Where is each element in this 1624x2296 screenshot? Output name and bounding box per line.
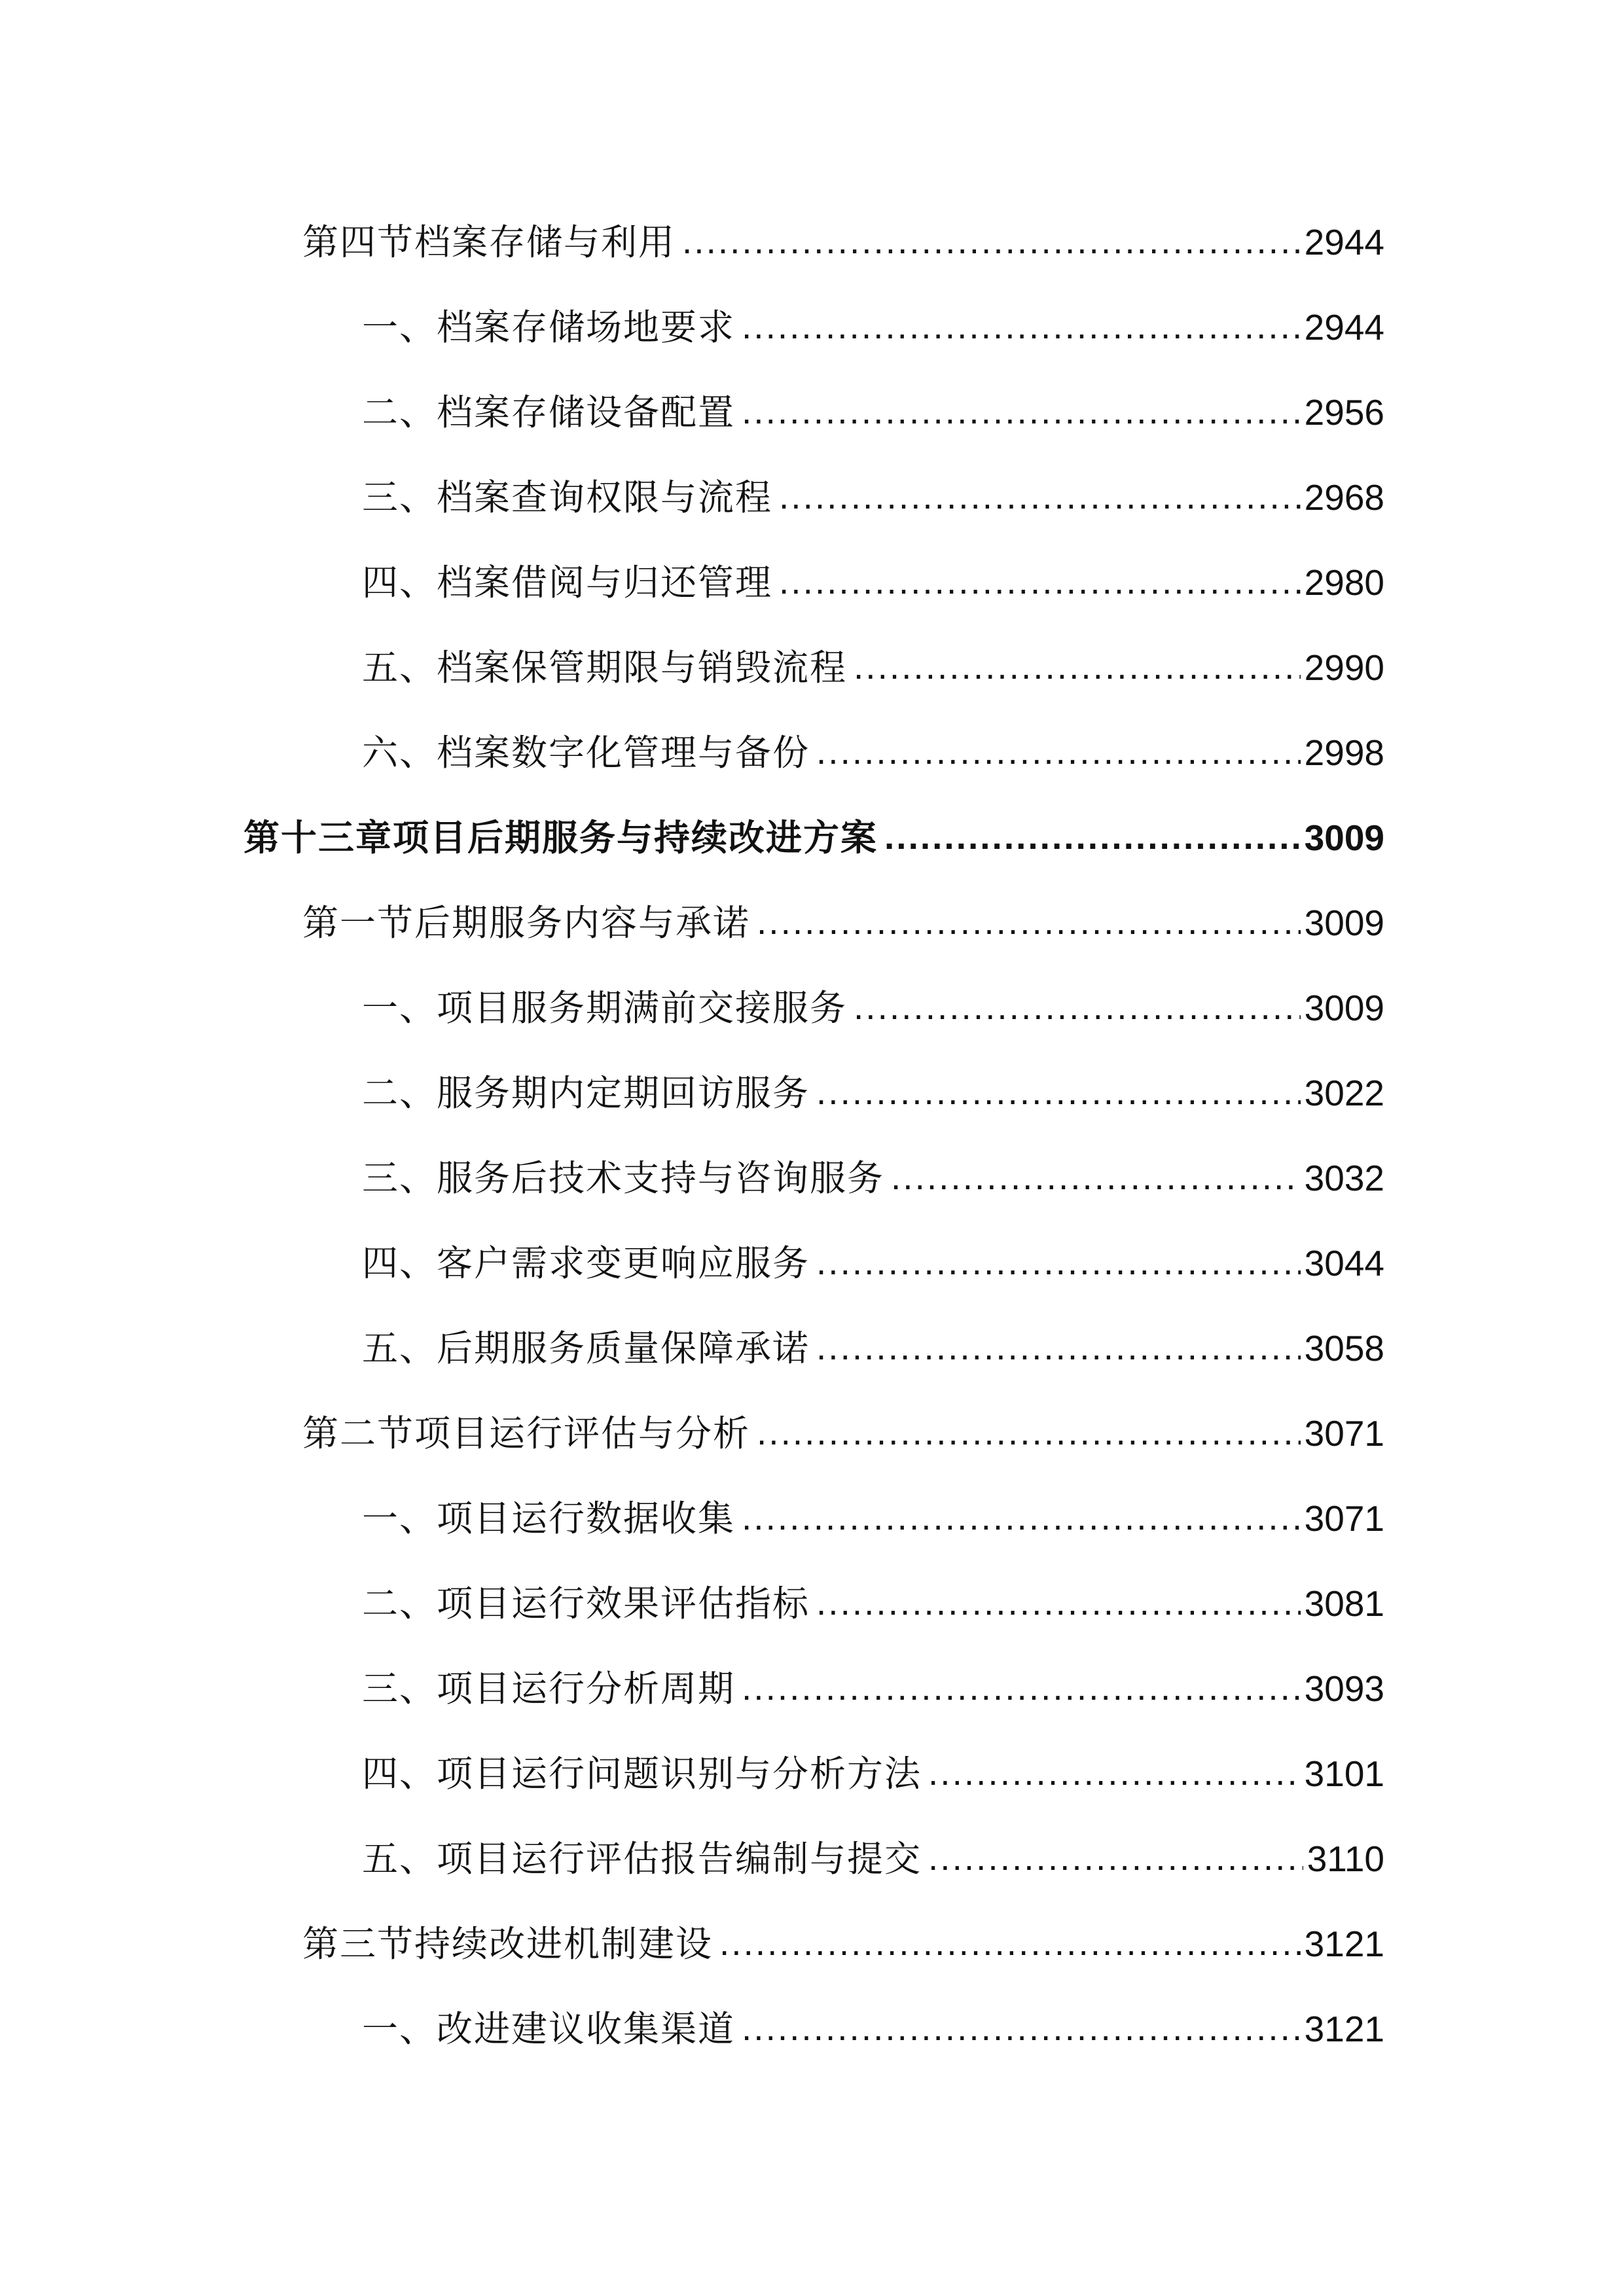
- toc-dot-leader: [928, 1746, 1301, 1799]
- toc-dot-leader: [854, 980, 1301, 1033]
- toc-entry-page: 3071: [1304, 1498, 1384, 1539]
- toc-entry-page: 2968: [1304, 477, 1384, 518]
- toc-entry-page: 3121: [1304, 1924, 1384, 1964]
- toc-entry-page: 3081: [1304, 1583, 1384, 1624]
- toc-dot-leader: [779, 470, 1301, 522]
- toc-entry-title: 第二节项目运行评估与分析: [302, 1412, 751, 1454]
- toc-entry-page: 2944: [1304, 307, 1384, 348]
- toc-entry-title: 三、档案查询权限与流程: [362, 476, 773, 518]
- toc-dot-leader: [742, 385, 1301, 437]
- toc-entry-item[interactable]: [362, 1067, 1384, 1119]
- toc-entry-title: 三、服务后技术支持与咨询服务: [362, 1157, 885, 1199]
- toc-entry-page: 3093: [1304, 1668, 1384, 1709]
- toc-dot-leader: [742, 300, 1301, 352]
- toc-entry-item[interactable]: [362, 386, 1384, 439]
- toc-entry-page: 3101: [1304, 1753, 1384, 1794]
- toc-entry-item[interactable]: [362, 1748, 1384, 1800]
- toc-entry-item[interactable]: [362, 1577, 1384, 1630]
- toc-entry-item[interactable]: [362, 1152, 1384, 1204]
- toc-dot-leader: [816, 1321, 1301, 1373]
- toc-dot-leader: [816, 1236, 1301, 1288]
- toc-entry-title: 一、改进建议收集渠道: [362, 2008, 736, 2050]
- toc-entry-title: 第十三章项目后期服务与持续改进方案: [244, 817, 878, 859]
- toc-entry-title: 二、服务期内定期回访服务: [362, 1072, 810, 1114]
- toc-entry-page: 3044: [1304, 1243, 1384, 1283]
- toc-dot-leader: [816, 725, 1301, 778]
- toc-entry-title: 第一节后期服务内容与承诺: [302, 902, 751, 944]
- toc-entry-title: 三、项目运行分析周期: [362, 1668, 736, 1710]
- toc-entry-page: 3110: [1307, 1839, 1384, 1879]
- toc-entry-page: 3058: [1304, 1328, 1384, 1369]
- toc-entry-item[interactable]: [362, 1322, 1384, 1374]
- toc-entry-item[interactable]: [362, 1237, 1384, 1289]
- toc-entry-page: 2956: [1304, 392, 1384, 433]
- toc-entry-title: 一、项目运行数据收集: [362, 1498, 736, 1539]
- toc-entry-page: 2980: [1304, 562, 1384, 603]
- toc-dot-leader: [816, 1576, 1301, 1628]
- toc-entry-item[interactable]: [362, 556, 1384, 609]
- toc-entry-page: 2998: [1304, 732, 1384, 773]
- toc-dot-leader: [884, 810, 1301, 863]
- toc-entry-item[interactable]: [362, 1833, 1384, 1885]
- toc-entry-page: 3032: [1304, 1158, 1384, 1198]
- toc-entry-item[interactable]: [362, 301, 1384, 353]
- toc-entry-page: 2990: [1304, 647, 1384, 688]
- toc-entry-title: 四、项目运行问题识别与分析方法: [362, 1753, 922, 1795]
- toc-entry-title: 第四节档案存储与利用: [302, 221, 676, 263]
- toc-dot-leader: [854, 640, 1301, 692]
- toc-entry-title: 五、项目运行评估报告编制与提交: [362, 1838, 922, 1880]
- toc-entry-page: 2944: [1304, 222, 1384, 262]
- toc-dot-leader: [757, 895, 1301, 948]
- toc-entry-page: 3009: [1304, 988, 1384, 1028]
- toc-entry-chapter[interactable]: [244, 812, 1384, 864]
- toc-dot-leader: [757, 1406, 1301, 1458]
- toc-dot-leader: [742, 1661, 1301, 1713]
- toc-entry-item[interactable]: [362, 1662, 1384, 1715]
- toc-entry-page: 3022: [1304, 1073, 1384, 1113]
- toc-entry-section[interactable]: [302, 1407, 1384, 1460]
- toc-entry-title: 五、后期服务质量保障承诺: [362, 1327, 810, 1369]
- toc-dot-leader: [928, 1831, 1303, 1884]
- toc-dot-leader: [816, 1066, 1301, 1118]
- toc-entry-title: 六、档案数字化管理与备份: [362, 732, 810, 774]
- toc-entry-section[interactable]: [302, 897, 1384, 949]
- toc-entry-title: 一、项目服务期满前交接服务: [362, 987, 848, 1029]
- toc-entry-section[interactable]: [302, 1918, 1384, 1970]
- toc-entry-item[interactable]: [362, 471, 1384, 524]
- toc-entry-title: 五、档案保管期限与销毁流程: [362, 647, 848, 689]
- toc-dot-leader: [682, 215, 1301, 267]
- toc-entry-page: 3071: [1304, 1413, 1384, 1454]
- toc-dot-leader: [719, 1916, 1301, 1969]
- toc-entry-section[interactable]: [302, 216, 1384, 268]
- toc-entry-title: 二、项目运行效果评估指标: [362, 1583, 810, 1624]
- toc-entry-item[interactable]: [362, 1492, 1384, 1545]
- toc-entry-page: 3009: [1304, 817, 1384, 858]
- toc-entry-title: 一、档案存储场地要求: [362, 306, 736, 348]
- toc-entry-item[interactable]: [362, 726, 1384, 779]
- toc-dot-leader: [742, 2001, 1301, 2054]
- toc-entry-title: 四、档案借阅与归还管理: [362, 562, 773, 603]
- toc-entry-title: 二、档案存储设备配置: [362, 391, 736, 433]
- toc-dot-leader: [742, 1491, 1301, 1543]
- toc-entry-item[interactable]: [362, 982, 1384, 1034]
- toc-entry-page: 3009: [1304, 903, 1384, 943]
- toc-entry-title: 第三节持续改进机制建设: [302, 1923, 713, 1965]
- toc-entry-item[interactable]: [362, 2003, 1384, 2055]
- toc-dot-leader: [891, 1151, 1301, 1203]
- toc-entry-page: 3121: [1304, 2009, 1384, 2049]
- toc-entry-item[interactable]: [362, 641, 1384, 694]
- toc-dot-leader: [779, 555, 1301, 607]
- toc-entry-title: 四、客户需求变更响应服务: [362, 1242, 810, 1284]
